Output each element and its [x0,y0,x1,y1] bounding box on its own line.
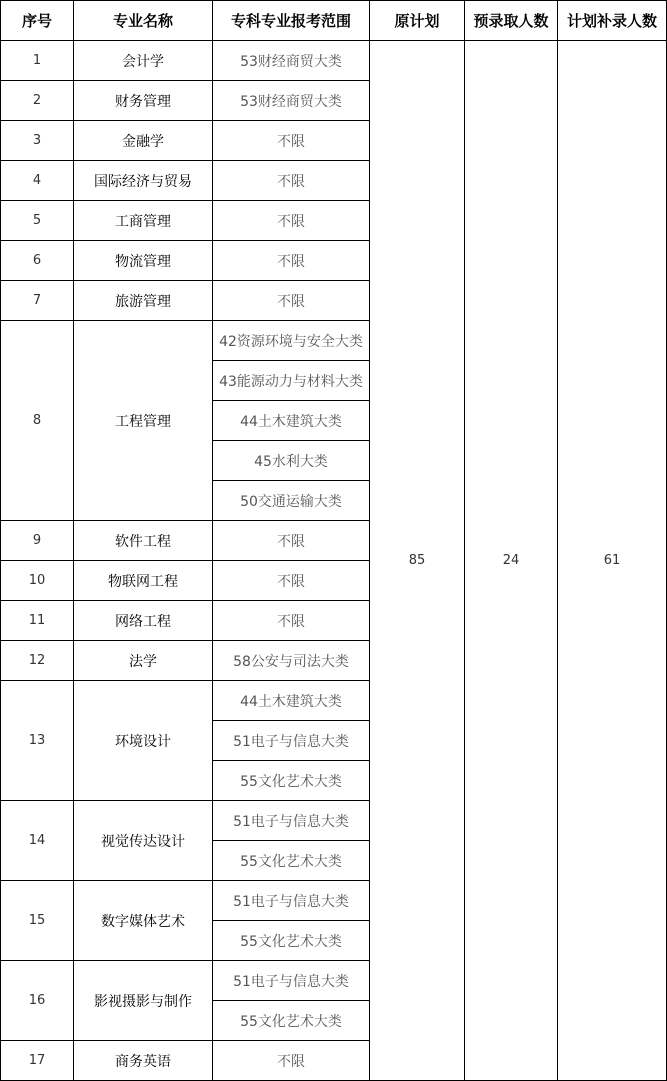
row-major-name: 视觉传达设计 [74,801,213,881]
row-scope: 44土木建筑大类 [213,401,370,441]
row-seq: 16 [1,961,74,1041]
row-scope: 不限 [213,601,370,641]
row-scope: 55文化艺术大类 [213,841,370,881]
row-major-name: 金融学 [74,121,213,161]
row-major-name: 工程管理 [74,321,213,521]
row-scope: 43能源动力与材料大类 [213,361,370,401]
header-major-name: 专业名称 [74,1,213,41]
row-seq: 7 [1,281,74,321]
row-scope: 42资源环境与安全大类 [213,321,370,361]
header-original-plan: 原计划 [370,1,465,41]
row-seq: 4 [1,161,74,201]
row-seq: 1 [1,41,74,81]
row-seq: 13 [1,681,74,801]
row-seq: 8 [1,321,74,521]
row-scope: 不限 [213,241,370,281]
row-major-name: 软件工程 [74,521,213,561]
header-scope: 专科专业报考范围 [213,1,370,41]
row-seq: 17 [1,1041,74,1081]
row-seq: 12 [1,641,74,681]
row-major-name: 旅游管理 [74,281,213,321]
row-scope: 45水利大类 [213,441,370,481]
header-supplementary: 计划补录人数 [558,1,667,41]
row-major-name: 财务管理 [74,81,213,121]
row-major-name: 国际经济与贸易 [74,161,213,201]
supplementary-value: 61 [558,41,667,1081]
row-major-name: 法学 [74,641,213,681]
header-pre-admitted: 预录取人数 [465,1,558,41]
row-seq: 2 [1,81,74,121]
row-scope: 不限 [213,201,370,241]
row-scope: 58公安与司法大类 [213,641,370,681]
row-scope: 44土木建筑大类 [213,681,370,721]
header-seq: 序号 [1,1,74,41]
row-scope: 不限 [213,121,370,161]
row-scope: 不限 [213,521,370,561]
row-scope: 不限 [213,161,370,201]
row-major-name: 数字媒体艺术 [74,881,213,961]
row-seq: 14 [1,801,74,881]
row-seq: 9 [1,521,74,561]
pre-admitted-value: 24 [465,41,558,1081]
row-scope: 51电子与信息大类 [213,961,370,1001]
row-scope: 51电子与信息大类 [213,881,370,921]
header-row [1,1,667,41]
row-seq: 5 [1,201,74,241]
table-header [1,1,667,41]
row-seq: 15 [1,881,74,961]
row-scope: 53财经商贸大类 [213,41,370,81]
row-major-name: 工商管理 [74,201,213,241]
row-major-name: 网络工程 [74,601,213,641]
row-seq: 11 [1,601,74,641]
row-seq: 3 [1,121,74,161]
row-major-name: 环境设计 [74,681,213,801]
row-major-name: 影视摄影与制作 [74,961,213,1041]
row-seq: 10 [1,561,74,601]
table-body [1,41,667,1081]
row-scope: 50交通运输大类 [213,481,370,521]
row-scope: 55文化艺术大类 [213,761,370,801]
row-scope: 51电子与信息大类 [213,801,370,841]
row-scope: 51电子与信息大类 [213,721,370,761]
original-plan-value: 85 [370,41,465,1081]
row-major-name: 物联网工程 [74,561,213,601]
row-scope: 55文化艺术大类 [213,921,370,961]
row-scope: 不限 [213,561,370,601]
row-scope: 55文化艺术大类 [213,1001,370,1041]
row-scope: 不限 [213,281,370,321]
row-major-name: 商务英语 [74,1041,213,1081]
row-scope: 53财经商贸大类 [213,81,370,121]
row-major-name: 物流管理 [74,241,213,281]
table-row [1,41,667,81]
row-scope: 不限 [213,1041,370,1081]
row-seq: 6 [1,241,74,281]
row-major-name: 会计学 [74,41,213,81]
